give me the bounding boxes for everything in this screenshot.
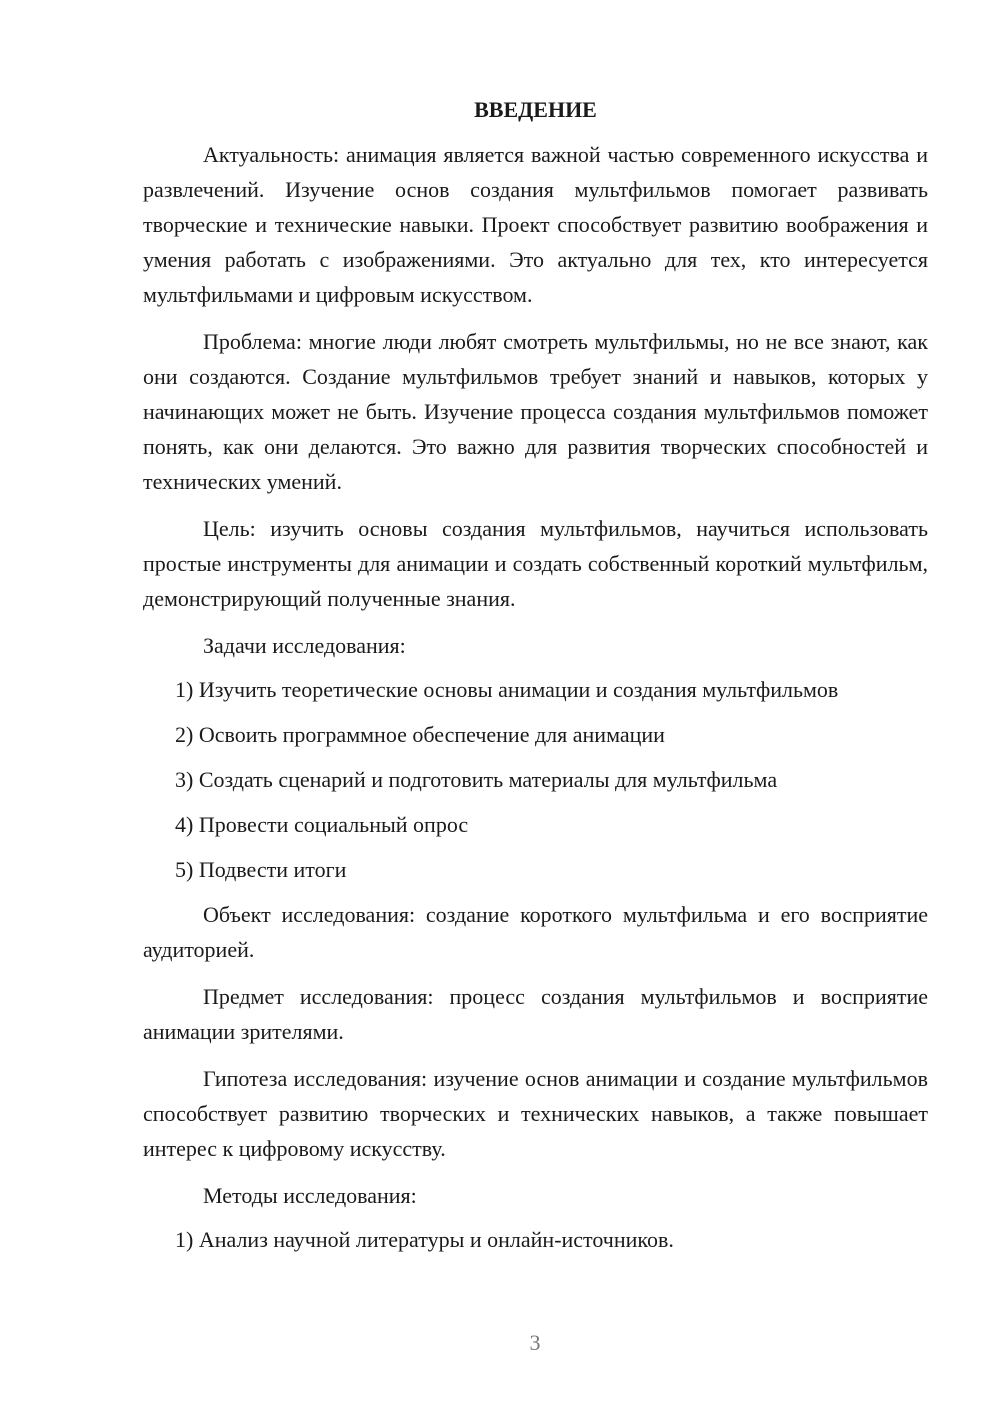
relevance-paragraph: Актуальность: анимация является важной частью современного искусства и развлечений. Изучение основ создания мультфильмов помогает развивать творческие и технические навыки. Проект способствует развитию воображения и умения работать с изображениями. Это актуально для тех, кто интересуется мультфильмами и цифровым искусством. bbox=[143, 142, 928, 307]
methods-heading: Методы исследования: bbox=[203, 1183, 417, 1208]
page-number: 3 bbox=[529, 1330, 541, 1355]
section-title: ВВЕДЕНИЕ bbox=[474, 97, 597, 122]
goal-paragraph: Цель: изучить основы создания мультфильмов, научиться использовать простые инструменты для анимации и создать собственный короткий мультфильм, демонстрирующий полученные знания. bbox=[143, 516, 928, 611]
object-paragraph: Объект исследования: создание короткого мультфильма и его восприятие аудиторией. bbox=[143, 902, 928, 962]
task-item-2: 2) Освоить программное обеспечение для анимации bbox=[175, 722, 665, 747]
hypothesis-paragraph: Гипотеза исследования: изучение основ анимации и создание мультфильмов способствует развитию творческих и технических навыков, а также повышает интерес к цифровому искусству. bbox=[143, 1066, 928, 1161]
subject-paragraph: Предмет исследования: процесс создания мультфильмов и восприятие анимации зрителями. bbox=[143, 984, 928, 1044]
problem-paragraph: Проблема: многие люди любят смотреть мультфильмы, но не все знают, как они создаются. Создание мультфильмов требует знаний и навыков, которых у начинающих может не быть. Изучение процесса создания мультфильмов поможет понять, как они делаются. Это важно для развития творческих способностей и технических умений. bbox=[143, 329, 928, 494]
task-item-3: 3) Создать сценарий и подготовить материалы для мультфильма bbox=[175, 767, 778, 792]
task-item-5: 5) Подвести итоги bbox=[175, 857, 347, 882]
task-item-4: 4) Провести социальный опрос bbox=[175, 812, 469, 837]
tasks-heading: Задачи исследования: bbox=[203, 633, 406, 658]
task-item-1: 1) Изучить теоретические основы анимации и создания мультфильмов bbox=[175, 677, 839, 702]
document-page bbox=[143, 95, 928, 1267]
method-item-1: 1) Анализ научной литературы и онлайн-источников. bbox=[175, 1227, 674, 1252]
